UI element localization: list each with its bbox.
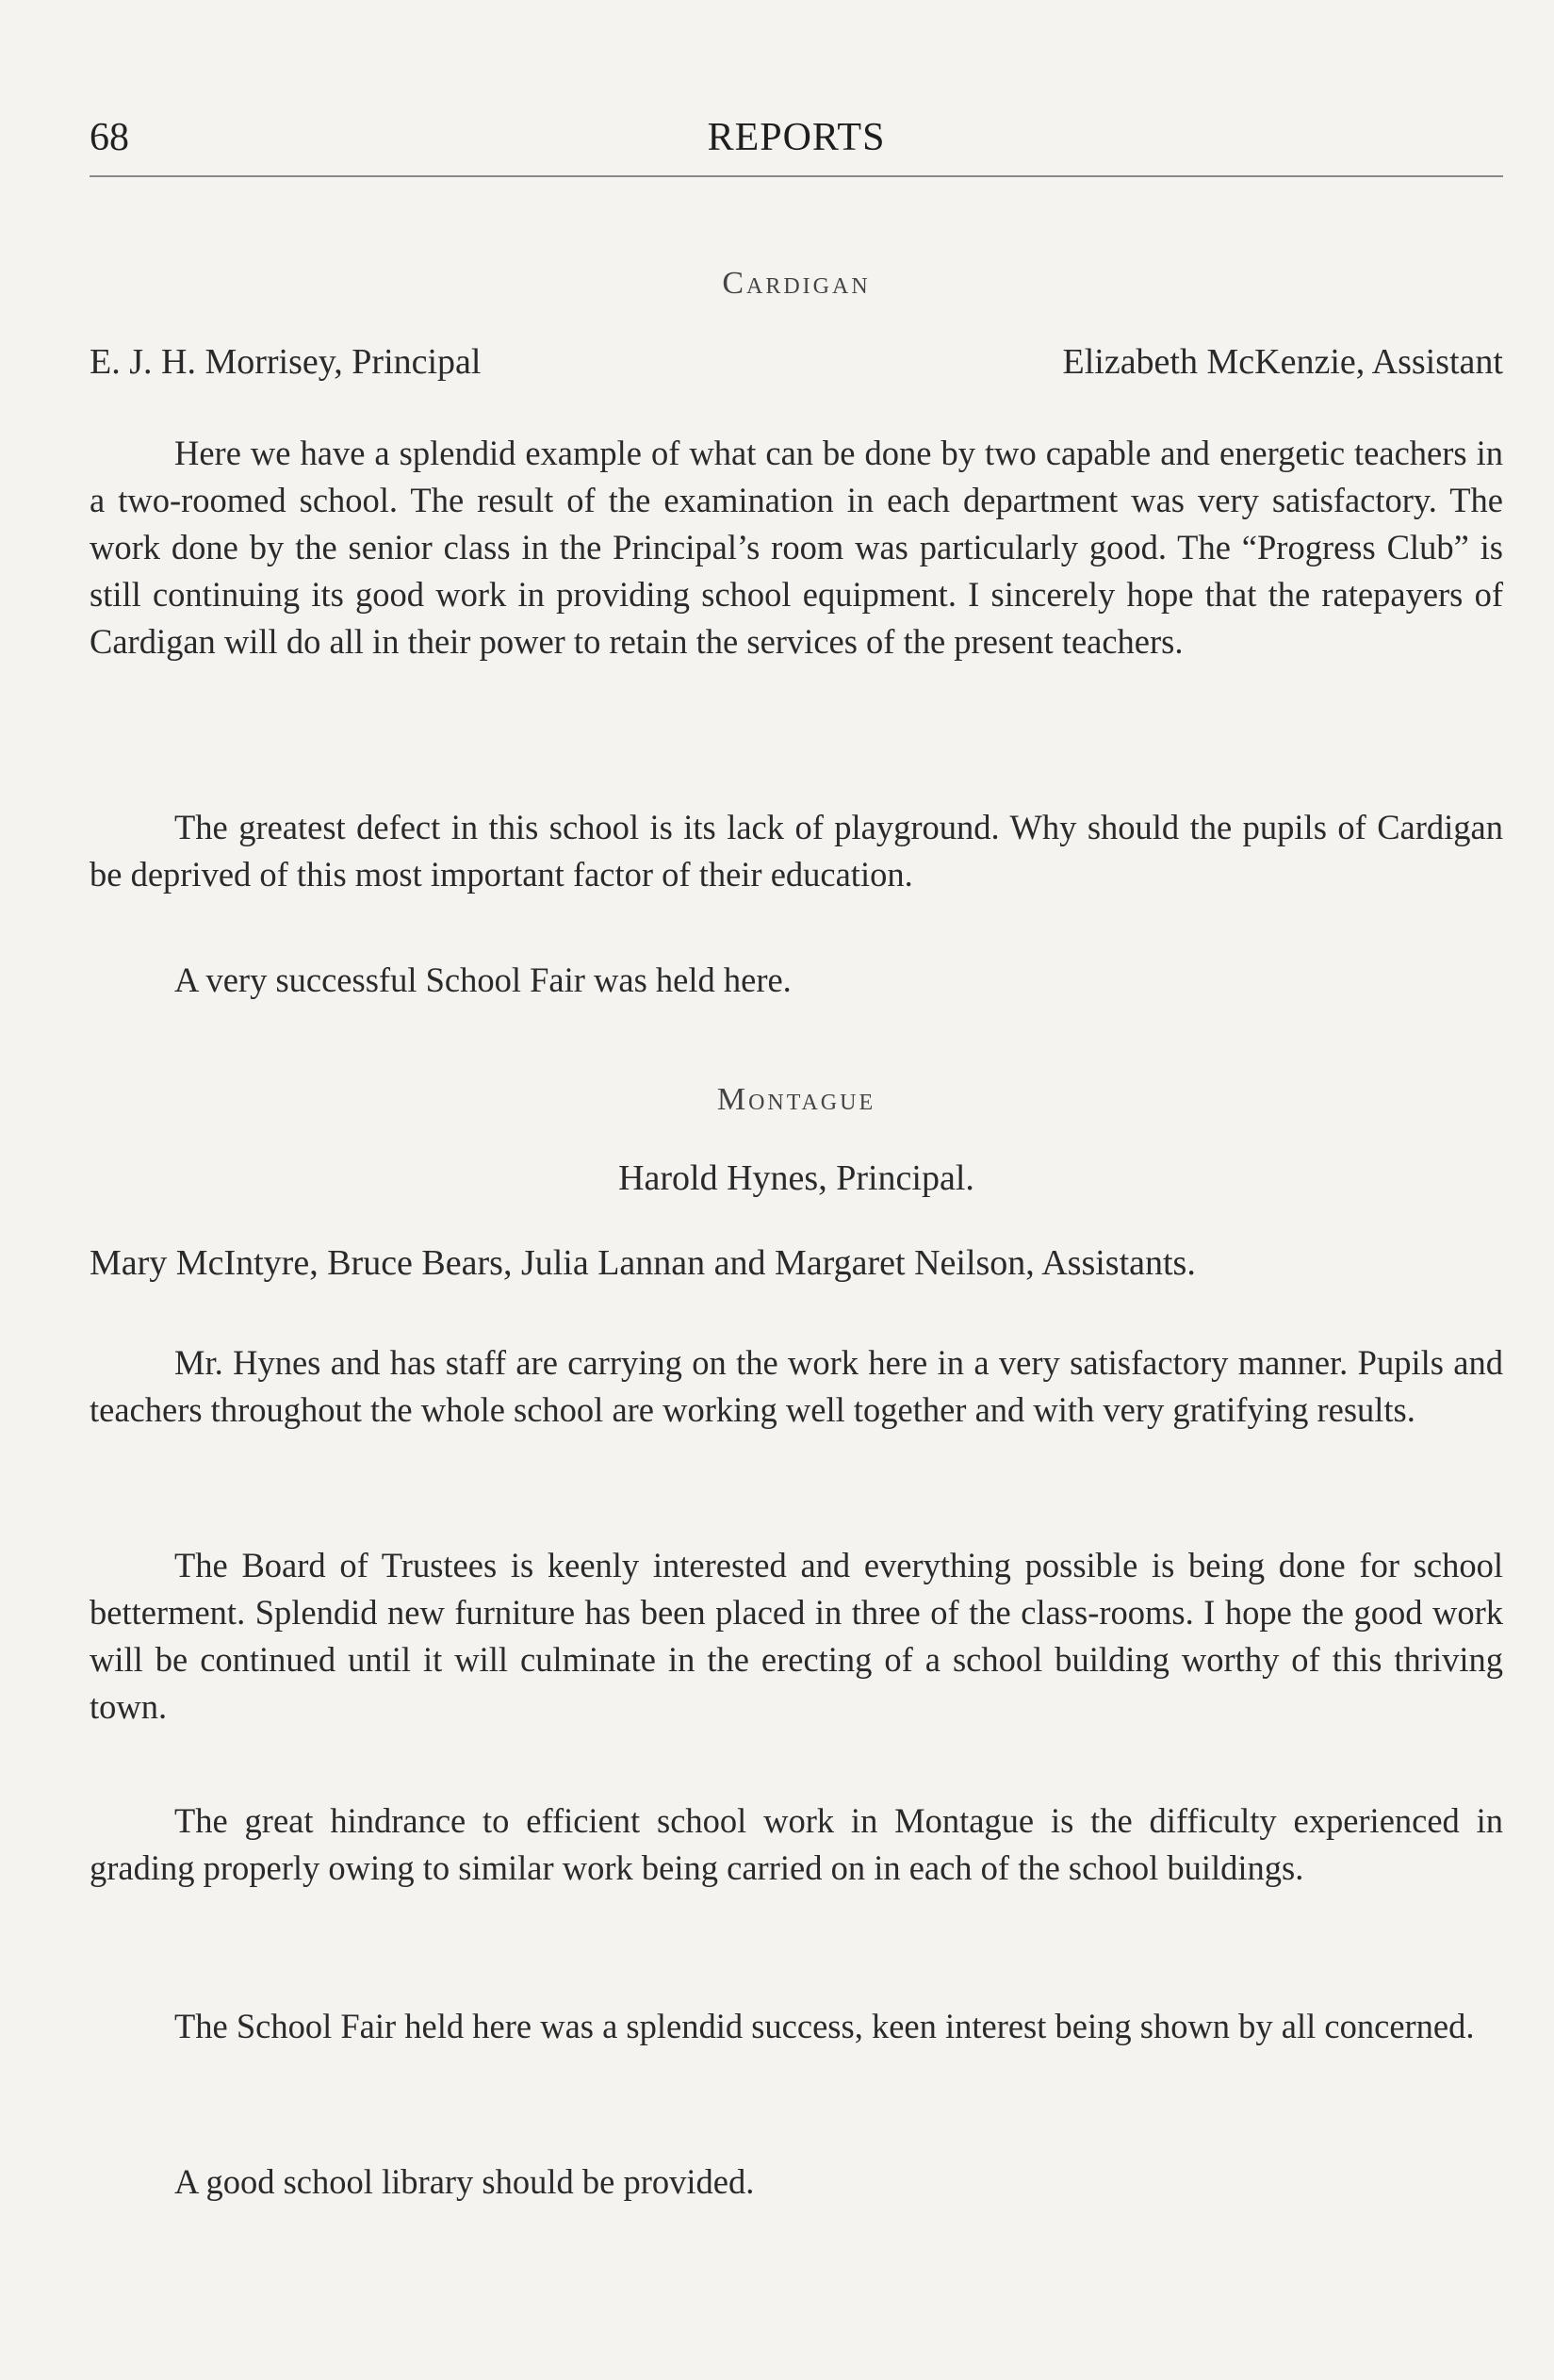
montague-paragraph-5: A good school library should be provided. [174,2162,755,2201]
page-number: 68 [90,116,129,159]
section-title-montague: Montague [716,1082,876,1117]
running-head: REPORTS [707,116,886,159]
header-rule [90,175,1503,177]
montague-assistants: Mary McIntyre, Bruce Bears, Julia Lannan and Margaret Neilson, Assistants. [90,1243,1196,1283]
montague-paragraph-1: Mr. Hynes and has staff are carrying on the work here in a very satisfactory manner. Pupils and teachers throughout the whole school are working well together and with very gratifying results. [90,1343,1503,1429]
cardigan-paragraph-2: The greatest defect in this school is its lack of playground. Why should the pupils of Cardigan be deprived of this most important factor of their education. [90,808,1503,894]
cardigan-assistant: Elizabeth McKenzie, Assistant [1062,342,1503,382]
cardigan-paragraph-1: Here we have a splendid example of what can be done by two capable and energetic teachers in a two-roomed school. The result of the examination in each department was very satisfactory. The work done by the senior class in the Principal’s room was particularly good. The “Progress Club” is still continuing its good work in providing school equipment. I sincerely hope that the ratepayers of Cardigan will do all in their power to retain the services of the present teachers. [90,434,1503,661]
montague-principal: Harold Hynes, Principal. [618,1158,974,1198]
document-page [90,0,1503,2380]
montague-paragraph-3: The great hindrance to efficient school work in Montague is the difficulty experienced in grading properly owing to similar work being carried on in each of the school buildings. [90,1801,1503,1887]
montague-paragraph-2: The Board of Trustees is keenly interested and everything possible is being done for school betterment. Splendid new furniture has been placed in three of the class-rooms. I hope the good work will be continued until it will culminate in the erecting of a school building worthy of this thriving town. [90,1546,1503,1726]
cardigan-principal: E. J. H. Morrisey, Principal [90,342,482,382]
montague-paragraph-4: The School Fair held here was a splendid success, keen interest being shown by all concerned. [174,2007,1475,2045]
cardigan-paragraph-3: A very successful School Fair was held here. [174,960,792,999]
page-header [90,115,1503,172]
section-title-cardigan: Cardigan [722,266,871,301]
